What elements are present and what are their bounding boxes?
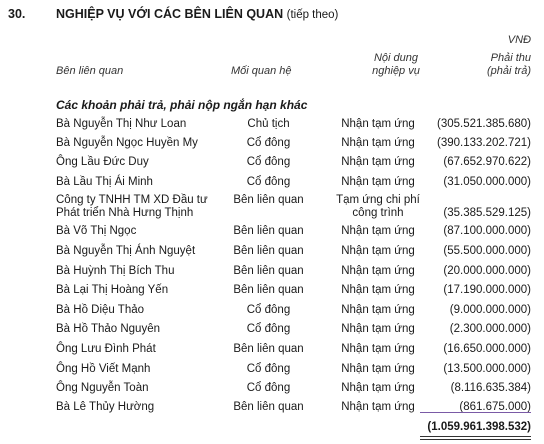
- row-nature: Nhận tạm ứng: [341, 265, 415, 277]
- row-nature: Nhận tạm ứng: [341, 118, 415, 130]
- group-title: Các khoản phải trả, phải nộp ngắn hạn khác: [56, 98, 308, 112]
- row-amount: (55.500.000.000): [443, 245, 531, 257]
- row-relationship: Cổ đông: [246, 363, 291, 375]
- section-continued-label: (tiếp theo): [286, 9, 339, 21]
- row-relationship: Bên liên quan: [233, 194, 304, 206]
- row-relationship: Bên liên quan: [233, 343, 304, 355]
- row-party-name: Bà Hồ Thảo Nguyên: [56, 323, 160, 335]
- header-nature-line2: nghiệp vụ: [372, 65, 420, 77]
- row-relationship: Cổ đông: [246, 382, 291, 394]
- row-relationship: Cổ đông: [246, 176, 291, 188]
- currency-label: VNĐ: [507, 34, 531, 46]
- row-amount: (31.050.000.000): [443, 176, 531, 188]
- row-party-name: Công ty TNHH TM XD Đầu tư Phát triển Nhà Hưng Thịnh: [56, 194, 208, 219]
- row-relationship: Cổ đông: [246, 137, 291, 149]
- row-relationship: Bên liên quan: [233, 284, 304, 296]
- row-relationship: Bên liên quan: [233, 245, 304, 257]
- row-party-name: Bà Hồ Diệu Thảo: [56, 304, 145, 316]
- row-nature: Nhận tạm ứng: [341, 137, 415, 149]
- row-party-name: Ông Hồ Viết Mạnh: [56, 363, 151, 375]
- header-nature: [356, 52, 436, 78]
- row-nature: Nhận tạm ứng: [341, 343, 415, 355]
- row-amount: (13.500.000.000): [443, 363, 531, 375]
- row-nature: Nhận tạm ứng: [341, 284, 415, 296]
- row-amount: (17.190.000.000): [443, 284, 531, 296]
- total-double-rule: [420, 436, 531, 440]
- row-party-name: Ông Lầu Đức Duy: [56, 156, 149, 168]
- row-nature: Nhận tạm ứng: [341, 363, 415, 375]
- header-party: Bên liên quan: [56, 65, 124, 77]
- header-amount-line1: Phải thu: [490, 52, 531, 64]
- row-relationship: Bên liên quan: [233, 401, 304, 413]
- row-amount: (87.100.000.000): [443, 225, 531, 237]
- header-amount-line2: (phải trả): [486, 65, 531, 77]
- row-amount: (9.000.000.000): [449, 304, 531, 316]
- row-amount: (20.000.000.000): [443, 265, 531, 277]
- section-number: 30.: [8, 7, 26, 21]
- subtotal-rule: [420, 412, 531, 413]
- total-amount: (1.059.961.398.532): [427, 421, 531, 433]
- row-party-name: Bà Lại Thị Hoàng Yến: [56, 284, 169, 296]
- row-nature: Nhận tạm ứng: [341, 245, 415, 257]
- row-amount: (2.300.000.000): [449, 323, 531, 335]
- row-relationship: Bên liên quan: [233, 225, 304, 237]
- row-nature: Nhận tạm ứng: [341, 304, 415, 316]
- row-relationship: Chủ tịch: [247, 118, 290, 130]
- row-relationship: Cổ đông: [246, 156, 291, 168]
- header-amount: [450, 52, 531, 78]
- row-relationship: Bên liên quan: [233, 265, 304, 277]
- row-relationship: Cổ đông: [246, 323, 291, 335]
- row-party-name: Bà Lầu Thị Ái Minh: [56, 176, 153, 188]
- row-party-name: Bà Lê Thủy Hường: [56, 401, 155, 413]
- section-title: [56, 7, 338, 21]
- row-nature: Nhận tạm ứng: [341, 382, 415, 394]
- row-nature: Nhận tạm ứng: [341, 401, 415, 413]
- row-amount: (861.675.000): [459, 401, 531, 413]
- row-relationship: Cổ đông: [246, 304, 291, 316]
- row-amount: (390.133.202.721): [437, 137, 531, 149]
- row-party-name: Bà Nguyễn Thị Ánh Nguyệt: [56, 245, 196, 257]
- row-nature: Nhận tạm ứng: [341, 176, 415, 188]
- row-amount: (16.650.000.000): [443, 343, 531, 355]
- row-party-name: Ông Lưu Đình Phát: [56, 343, 156, 355]
- header-nature-line1: Nội dung: [373, 52, 419, 64]
- row-amount: (35.385.529.125): [443, 207, 531, 219]
- row-nature: Nhận tạm ứng: [341, 323, 415, 335]
- section-title-text: NGHIỆP VỤ VỚI CÁC BÊN LIÊN QUAN: [56, 7, 284, 21]
- row-party-name: Bà Huỳnh Thị Bích Thu: [56, 265, 175, 277]
- row-amount: (67.652.970.622): [443, 156, 531, 168]
- row-nature: Nhận tạm ứng: [341, 225, 415, 237]
- row-party-name: Bà Nguyễn Ngọc Huyền My: [56, 137, 198, 149]
- row-nature: Tạm ứng chi phí công trình: [336, 194, 420, 219]
- row-party-name: Bà Võ Thị Ngọc: [56, 225, 137, 237]
- row-amount: (8.116.635.384): [450, 382, 531, 394]
- row-party-name: Bà Nguyễn Thị Như Loan: [56, 118, 187, 130]
- row-amount: (305.521.385.680): [437, 118, 531, 130]
- row-party-name: Ông Nguyễn Toàn: [56, 382, 149, 394]
- row-nature: Nhận tạm ứng: [341, 156, 415, 168]
- header-relationship: Mối quan hệ: [231, 65, 292, 77]
